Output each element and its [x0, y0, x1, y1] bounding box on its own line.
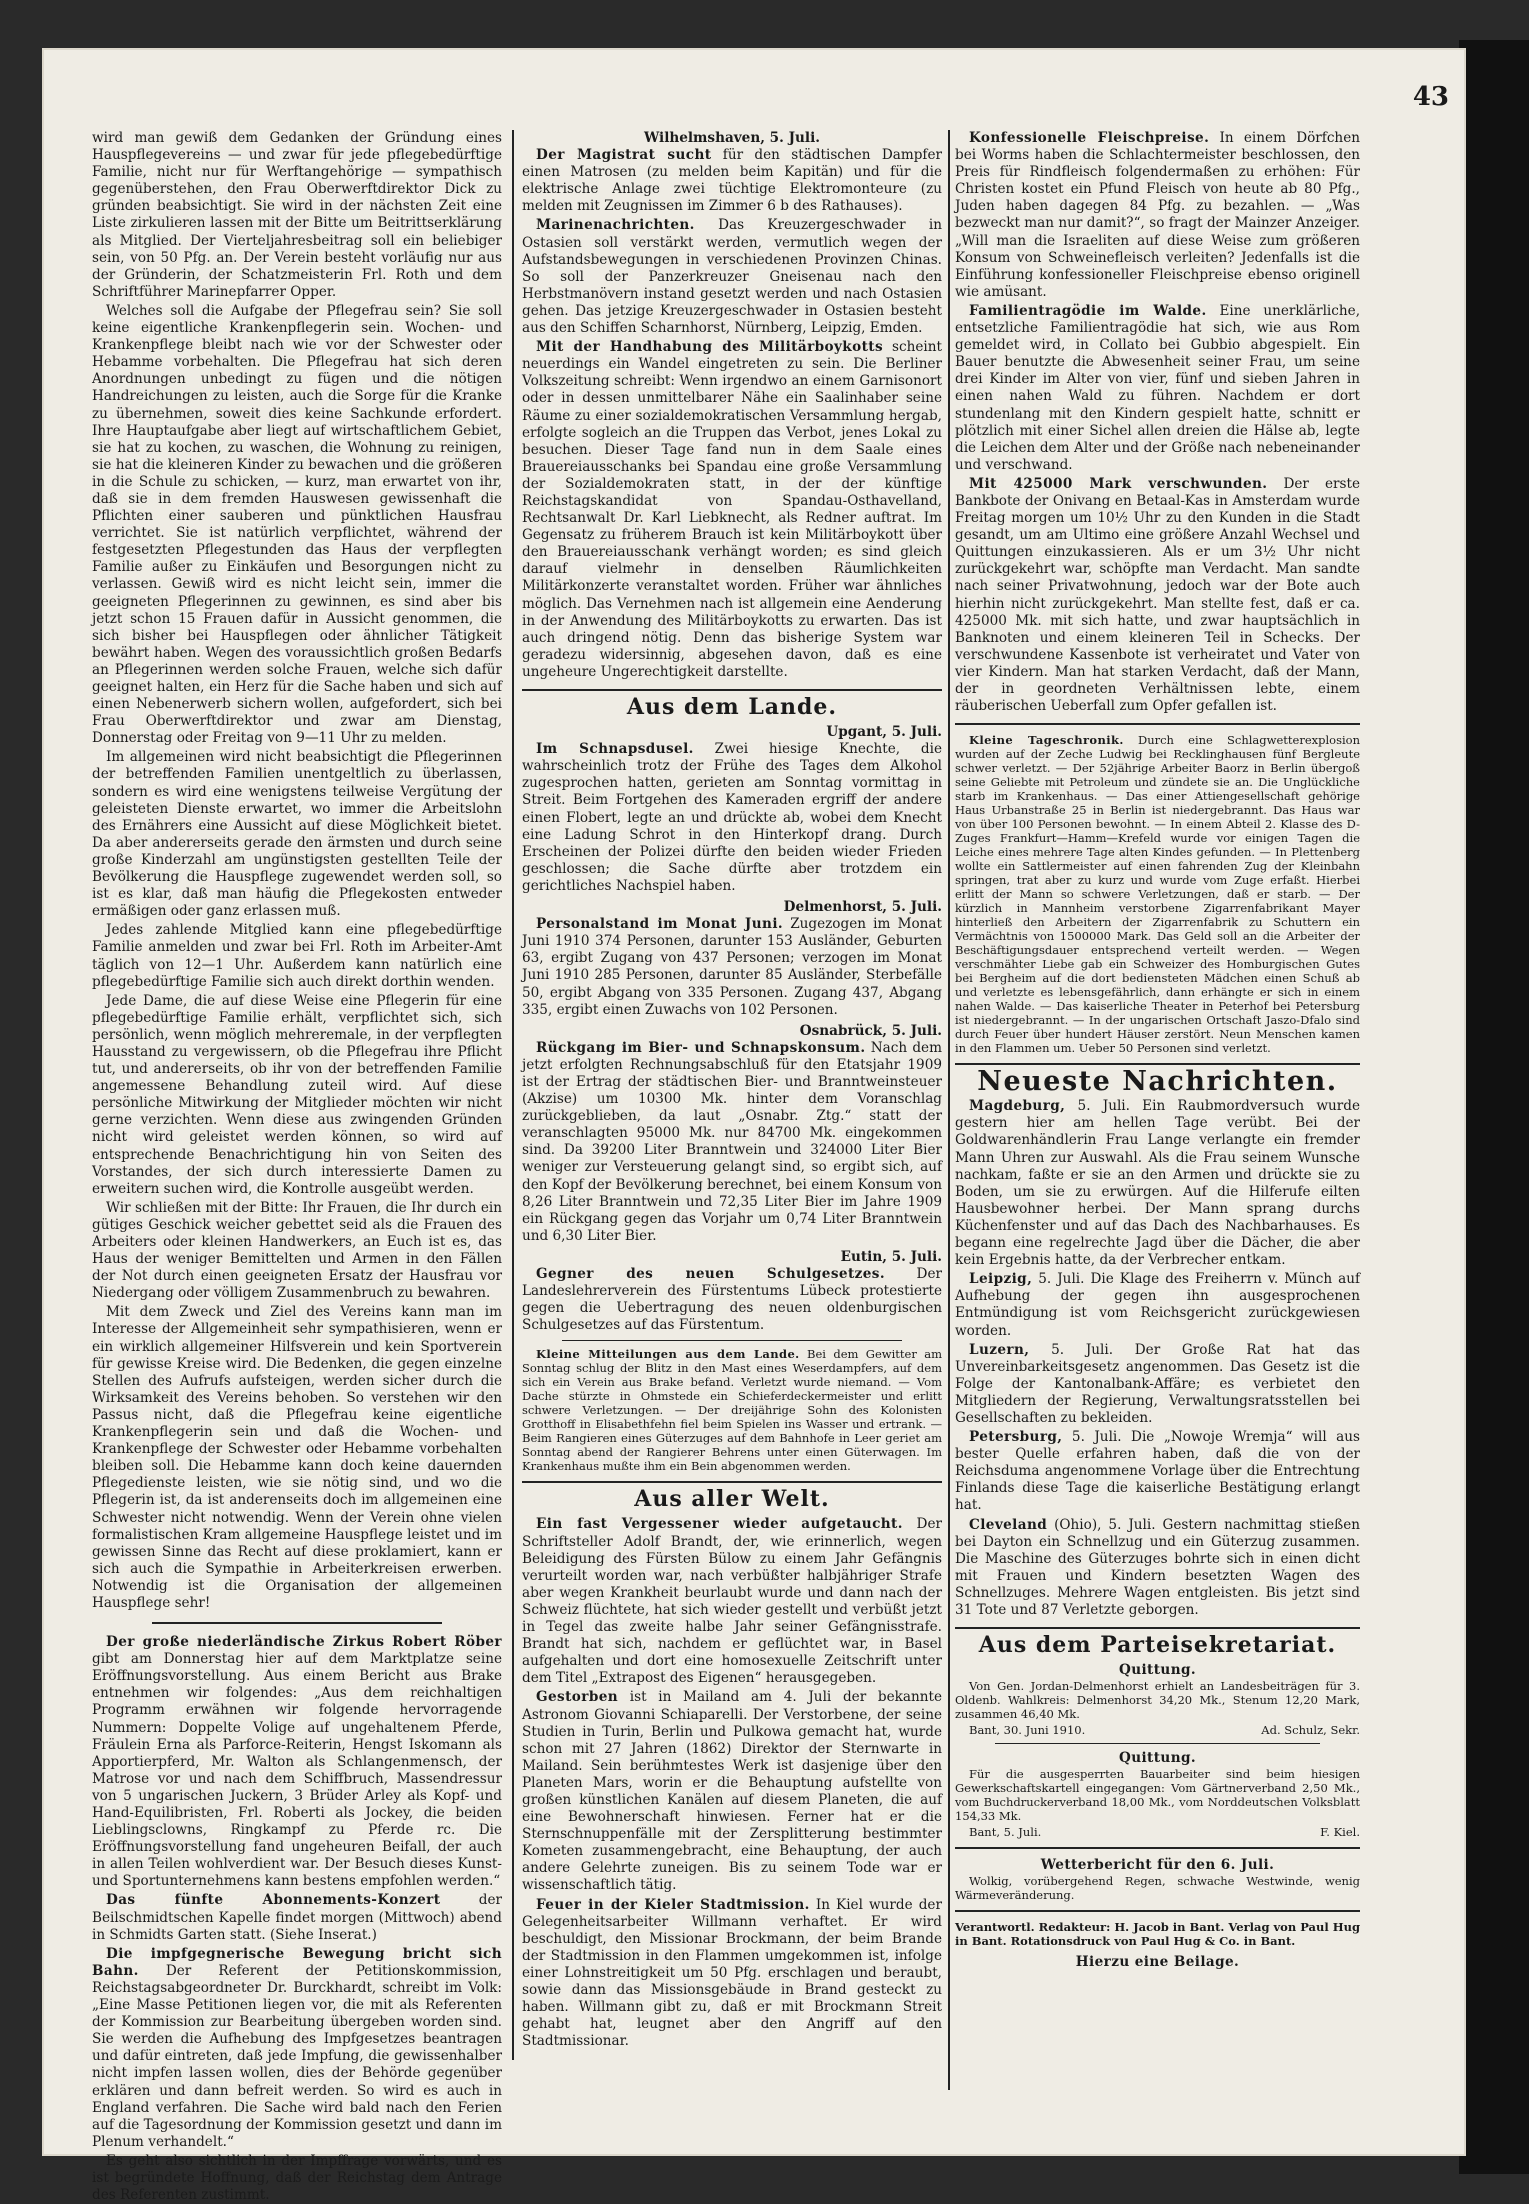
- article-title: Familientragödie im Walde.: [969, 302, 1207, 319]
- article-zirkus: [92, 1634, 502, 1890]
- article-title: Das fünfte Abonnements-Konzert: [106, 1892, 441, 1909]
- article-text: 5. Juli. Die „Nowoje Wremja“ will aus bester Quelle erfahren haben, daß die von der Reichsduma angenommene Vorlage über die Entrechtung Finlands diese Tage die kaiserliche Bestätigung erlangt hat.: [955, 1429, 1361, 1514]
- article-title: Der Magistrat sucht: [536, 147, 712, 164]
- signature: F. Kiel.: [1320, 1825, 1360, 1840]
- section-heading-welt: Aus aller Welt.: [634, 1486, 830, 1513]
- dateline: Delmenhorst, 5. Juli.: [783, 899, 942, 916]
- article-brandt: [522, 1516, 942, 1687]
- article-text: Zwei hiesige Knechte, die wahrscheinlich trotz der Frühe des Tages dem Alkohol zugesprochen hatten, gerieten am Sonntag vormittag in Streit. Beim Fortgehen des Kameraden ergriff der andere einen Flobert, legte an und drückte ab, wobei dem Knecht eine Ladung Schrot in den Hinterkopf drang. Durch Erscheinen der Polizei dürfte den beiden wieder Frieden geschlossen; die Sache dürfte aber trotzdem ein gerichtliches Nachspiel haben.: [522, 741, 943, 894]
- article-schnaps: [522, 741, 942, 895]
- dateline: Magdeburg,: [969, 1098, 1066, 1115]
- article-boykott: [522, 339, 942, 681]
- article-impf: [92, 1946, 502, 2151]
- article-kleine-mitteilungen: [522, 1347, 942, 1473]
- article-personal: [522, 916, 942, 1019]
- article-text: ist in Mailand am 4. Juli der bekannte Astronom Giovanni Schiaparelli. Der Verstorbene, der seine Studien in Turin, Berlin und Pulkowa gemacht hat, wurde schon mit 27 Jahren (1862) Direktor der Sternwarte in Mailand. Sein berühmtestes Werk ist dasjenige über den Planeten Mars, worin er die Behauptung aufstellte von großen künstlichen Kanälen auf diesem Planeten, die auf eine Bewohnerschaft hinwiesen. Ferner hat er die Sternschnuppenfälle mit der Zersplitterung bestimmter Kometen zusammengebracht, eine Behauptung, der auch andere Gelehrte zuneigen. Bis zu seinem Tode war er wissenschaftlich tätig.: [522, 1689, 942, 1894]
- article-text: der Beilschmidtschen Kapelle findet morgen (Mittwoch) abend in Schmidts Garten statt. (Siehe Inserat.): [92, 1892, 502, 1943]
- article-magistrat: [522, 147, 942, 215]
- divider: [995, 1743, 1320, 1744]
- column-rule-2: [948, 130, 950, 2090]
- article-text: Zugezogen im Monat Juni 1910 374 Personen, darunter 153 Ausländer, Geburten 63, ergibt Zugang von 437 Personen; verzogen im Monat Juni 1910 285 Personen, darunter 85 Ausländer, Sterbefälle 50, ergibt Abgang von 335 Personen. Zugang 437, Abgang 335, ergibt einen Zuwachs von 102 Personen.: [522, 916, 942, 1018]
- article-title: Gegner des neuen Schulgesetzes.: [536, 1266, 885, 1282]
- article-title: Die impfgegnerische Bewegung bricht sich Bahn.: [92, 1945, 502, 1979]
- page-number: 43: [1412, 82, 1449, 112]
- article-gestorben: [522, 1689, 942, 1894]
- date: Bant, 5. Juli.: [969, 1825, 1042, 1840]
- divider: [955, 723, 1360, 725]
- article-text: Das Kreuzergeschwader in Ostasien soll verstärkt werden, vermutlich wegen der Aufstandsbewegungen in verschiedenen Provinzen Chinas. So soll der Panzerkreuzer Gneisenau nach den Herbstmanövern instand gesetzt werden und nach Ostasien gehen. Das jetzige Kreuzergeschwader in Ostasien besteht aus den Schiffen Scharnhorst, Nürnberg, Leipzig, Emden.: [522, 217, 942, 337]
- article-text: gibt am Donnerstag hier auf dem Marktplatze seine Eröffnungsvorstellung. Aus einem Bericht aus Brake entnehmen wir folgendes: „Aus dem reichhaltigen Programm erwähnen wir folgende hervorragende Nummern: Doppelte Volige auf ungehaltenem Pferde, Fräulein Erna als Parforce-Reiterin, Hengst Iskomann als Apportierpferd, Mr. Walton als Schlangenmensch, der Matrose vor und nach dem Schiffbruch, Massendressur von 5 ungarischen Juckern, 3 Brüder Arley als Kopf- und Hand-Equilibristen, Frl. Roberti als Jockey, die beiden Lieblingsclowns, Ringkampf zu Pferde rc. Die Eröffnungsvorstellung fand ungeheuren Beifall, der auch in allen Teilen wohlverdient war. Der Besuch dieses Kunst- und Sportunternehmens kann bestens empfohlen werden.“: [92, 1651, 502, 1890]
- column-1: [92, 130, 502, 2204]
- article-text: 5. Juli. Ein Raubmordversuch wurde gestern hier am hellen Tage verübt. Bei der Goldwarenhändlerin Frau Lange verlangte ein fremder Mann Uhren zur Auswahl. Als die Frau seinem Wunsche nachkam, faßte er sie an den Armen und drückte sie zu Boden, um sie zu erwürgen. Auf die Hilferufe eilten Hausbewohner herbei. Der Mann sprang durchs Küchenfenster und auf das Dach des Nachbarhauses. Es begann eine regelrechte Jagd über die Dächer, die aber kein Ergebnis hatte, da der Verbrecher entkam.: [955, 1098, 1361, 1269]
- quittung-text: Von Gen. Jordan-Delmenhorst erhielt an Landesbeiträgen für 3. Oldenb. Wahlkreis: Delmenhorst 34,20 Mk., Stenum 12,20 Mark, zusammen 46,40 Mk.: [955, 1679, 1360, 1722]
- article-title: Personalstand im Monat Juni.: [536, 916, 784, 933]
- dateline: Luzern,: [969, 1341, 1030, 1358]
- article-magdeburg: [955, 1098, 1360, 1269]
- paragraph: Jedes zahlende Mitglied kann eine pflegebedürftige Familie anmelden und zwar bei Frl. Roth im Arbeiter-Amt täglich von 12—1 Uhr. Außerdem kann natürlich eine pflegebedürftige Familie sich auch direkt dorthin wenden.: [92, 922, 502, 990]
- divider: [562, 1340, 902, 1341]
- divider: [955, 1847, 1360, 1849]
- article-luzern: [955, 1342, 1360, 1427]
- wetter-title: Wetterbericht für den 6. Juli.: [1040, 1857, 1275, 1874]
- article-konzert: [92, 1892, 502, 1943]
- article-feuer: [522, 1897, 942, 2051]
- quittung-date: [955, 1825, 1360, 1839]
- article-fleischpreise: [955, 130, 1360, 301]
- quittung-title: Quittung.: [1118, 1750, 1197, 1767]
- article-title: Mit 425000 Mark verschwunden.: [969, 475, 1268, 492]
- article-title: Ein fast Vergessener wieder aufgetaucht.: [536, 1516, 903, 1533]
- dateline: Cleveland: [969, 1516, 1048, 1533]
- article-title: Im Schnapsdusel.: [536, 741, 694, 758]
- wetter-text: Wolkig, vorübergehend Regen, schwache Westwinde, wenig Wärmeveränderung.: [955, 1874, 1360, 1903]
- quittung-title: Quittung.: [1118, 1662, 1197, 1679]
- paragraph: Es geht also sichtlich in der Impffrage vorwärts, und es ist begründete Hoffnung, daß der Reichstag dem Antrage des Referenten zustimmt.: [92, 2152, 502, 2204]
- article-title: Konfessionelle Fleischpreise.: [969, 130, 1210, 146]
- article-text: 5. Juli. Der Große Rat hat das Unvereinbarkeitsgesetz angenommen. Das Gesetz ist die Folge der Kantonalbank-Affäre; es verbietet den Mitgliedern der Regierung, Verwaltungsratsstellen bei Gesellschaften zu bekleiden.: [955, 1341, 1360, 1426]
- article-text: Der Schriftsteller Adolf Brandt, der, wie erinnerlich, wegen Beleidigung des Fürsten Bülow zu einem Jahr Gefängnis verurteilt worden war, nach verbüßter halbjähriger Strafe aber wegen Krankheit beurlaubt wurde und dann nach der Schweiz flüchtete, hat sich wieder gestellt und verbüßt jetzt in Tegel das zweite halbe Jahr seiner Gefängnisstrafe. Brandt hat sich, nachdem er geflüchtet war, in Basel aufgehalten und dort eine homosexuelle Zeitschrift unter dem Titel „Extrapost des Eigenen“ herausgegeben.: [522, 1516, 942, 1687]
- paragraph: Welches soll die Aufgabe der Pflegefrau sein? Sie soll keine eigentliche Krankenpflegerin sein. Wochen- und Krankenpflege bleibt nach wie vor der Schwester oder Hebamme vorbehalten. Die Pflegefrau hat sich deren Anordnungen unbedingt zu fügen und die nötigen Handreichungen zu leisten, auch die Sorge für die Kranke zu übernehmen, soweit dies keine Sachkunde erfordert. Ihre Hauptaufgabe aber liegt auf wirtschaftlichem Gebiet, sie hat zu kochen, zu waschen, die Wohnung zu reinigen, sie hat die kleineren Kinder zu bewachen und die größeren in die Schule zu schicken, — kurz, man erwartet von ihr, daß sie in dem fremden Hauswesen gewissenhaft die Pflichten einer sauberen und pünktlichen Hausfrau verrichtet. Sie ist natürlich verpflichtet, während der festgesetzten Pflegestunden das Haus der verpflegten Familie außer zu Einkäufen und Besorgungen nicht zu verlassen. Gewiß wird es nicht leicht sein, immer die geeigneten Pflegerinnen zu gewinnen, es sind aber bis jetzt schon 15 Frauen dafür in Aussicht genommen, die sich bisher bei Hauspflegen oder ähnlicher Tätigkeit bewährt haben. Wegen des voraussichtlich großen Bedarfs an Pflegerinnen werden solche Frauen, welche sich dafür geeignet halten, ein Herz für die Sache haben und sich auf einen Nebenerwerb sichern wollen, aufgefordert, sich bei Frau Oberwerftdirektor und zwar am Dienstag, Donnerstag oder Freitag von 9—11 Uhr zu melden.: [92, 302, 502, 747]
- article-title: Mit der Handhabung des Militärboykotts: [536, 339, 883, 356]
- article-title: Der große niederländische Zirkus Robert Röber: [106, 1634, 502, 1651]
- article-title: Feuer in der Kieler Stadtmission.: [536, 1896, 810, 1913]
- section-heading-neueste: Neueste Nachrichten.: [977, 1066, 1338, 1098]
- article-familientragoedie: [955, 303, 1360, 474]
- section-heading-lande: Aus dem Lande.: [626, 694, 838, 720]
- dateline: Osnabrück, 5. Juli.: [799, 1022, 942, 1039]
- article-title: Kleine Tageschronik.: [969, 733, 1124, 748]
- dateline: Eutin, 5. Juli.: [840, 1248, 942, 1265]
- article-verschwunden: [955, 476, 1360, 715]
- divider: [955, 1627, 1360, 1629]
- article-petersburg: [955, 1429, 1360, 1514]
- beilage-note: Hierzu eine Beilage.: [1075, 1954, 1240, 1971]
- paragraph: wird man gewiß dem Gedanken der Gründung eines Hauspflegevereins — und zwar für jede pflegebedürftige Familie, nicht nur für Werftangehörige — sympathisch gegenüberstehen, den Frau Oberwerftdirektor Dick zu gründen beabsichtigt. Sie wird in der nächsten Zeit eine Liste zirkulieren lassen mit der Bitte um Beitrittserklärung als Mitglied. Der Vierteljahresbeitrag soll ein beliebiger sein, von 50 Pfg. an. Der Verein besteht vorläufig nur aus der Gründerin, der Schatzmeisterin Frl. Roth und dem Schriftführer Marinepfarrer Opper.: [92, 130, 502, 300]
- article-text: Nach dem jetzt erfolgten Rechnungsabschluß für den Etatsjahr 1909 ist der Ertrag der städtischen Bier- und Branntweinsteuer (Akzise) um 10300 Mk. hinter dem Voranschlag zurückgeblieben, da laut „Osnabr. Ztg.“ statt der veranschlagten 95000 Mk. nur 84700 Mk. eingekommen sind. Da 39200 Liter Branntwein und 324000 Liter Bier weniger zur Versteuerung gelangt sind, so ergibt sich, auf den Kopf der Bevölkerung berechnet, bei einem Konsum von 8,26 Liter Branntwein und 72,35 Liter Bier im Jahre 1909 ein Rückgang gegen das Vorjahr um 0,74 Liter Branntwein und 6,30 Liter Bier.: [522, 1039, 942, 1244]
- paragraph: Mit dem Zweck und Ziel des Vereins kann man im Interesse der Allgemeinheit sehr sympathisieren, wenn er ein wirklich allgemeiner Hilfsverein und kein Sportverein für gewisse Kreise wird. Die Bedenken, die gegen einzelne Stellen des Aufrufs aufsteigen, werden sicher durch die Wirksamkeit des Vereins behoben. So verstehen wir den Passus nicht, daß die Pflegefrau keine eigentliche Krankenpflegerin sein und daß die Wochen- und Krankenpflege der Schwester oder Hebamme vorbehalten bleiben soll. Die Hebamme kann doch keine dauernden Pflegedienste leisten, wie sie nötig sind, und wo die Pflegerin ist, da ist anderenseits doch im allgemeinen eine Schwester nicht notwendig. Wenn der Verein ohne vielen formalistischen Kram allgemeine Hauspflege leistet und im gewissen Sinne das Recht auf diese proklamiert, kann er sich auch die Sympathie in Arbeiterkreisen erwerben. Notwendig ist die Organisation der allgemeinen Hauspflege sehr!: [92, 1304, 502, 1611]
- column-rule-1: [512, 130, 514, 2060]
- divider: [522, 689, 942, 691]
- divider: [955, 1910, 1360, 1912]
- article-title: Rückgang im Bier- und Schnapskonsum.: [536, 1039, 866, 1056]
- article-text: Eine unerklärliche, entsetzliche Familientragödie hat sich, wie aus Rom gemeldet wird, in Collato bei Gubbio abgespielt. Ein Bauer benutzte die Abwesenheit seiner Frau, um seine drei Kinder im Alter von vier, fünf und sieben Jahren in einen nahen Wald zu führen. Nachdem er dort stundenlang mit den Kindern gespielt hatte, schnitt er plötzlich mit einer Sichel allen dreien die Hälse ab, legte die Leichen dem Alter und der Größe nach nebeneinander und verschwand.: [955, 302, 1361, 473]
- article-text: scheint neuerdings ein Wandel eingetreten zu sein. Die Berliner Volkszeitung schreibt: Wenn irgendwo an einem Garnisonort oder in dessen unmittelbarer Nähe ein Saalinhaber seine Räume zu einer sozialdemokratischen Versammlung hergab, erfolgte sogleich an die Truppen das Verbot, jenes Lokal zu besuchen. Dieser Tage fand nun in dem Saale eines Brauereiausschanks bei Spandau eine große Versammlung der Sozialdemokraten statt, in der der künftige Reichstagskandidat von Spandau-Osthavelland, Rechtsanwalt Dr. Karl Liebknecht, als Redner auftrat. Im Gegensatz zu früherem Brauch ist kein Militärboykott über den Brauereiausschank verhängt worden; es sind gleich darauf vielmehr in denselben Räumlichkeiten Militärkonzerte veranstaltet worden. Früher war ähnliches möglich. Das Vernehmen nach ist allgemein eine Aenderung in der Anwendung des Militärboykotts zu erwarten. Das ist auch dringend nötig. Denn das bisherige System war geradezu widersinnig, abgesehen davon, daß es eine ungeheure Ungerechtigkeit darstellte.: [522, 339, 942, 680]
- quittung-text: Für die ausgesperrten Bauarbeiter sind beim hiesigen Gewerkschaftskartell eingegangen: Vom Gärtnerverband 2,50 Mk., vom Buchdruckerverband 18,00 Mk., vom Norddeutschen Volksblatt 154,33 Mk.: [955, 1767, 1360, 1824]
- article-title: Gestorben: [536, 1689, 619, 1706]
- signature: Ad. Schulz, Sekr.: [1261, 1723, 1360, 1738]
- article-text: In einem Dörfchen bei Worms haben die Schlachtermeister beschlossen, den Preis für Rindfleisch folgendermaßen zu erhöhen: Für Christen kostet ein Pfund Fleisch von heute ab 80 Pfg., Juden haben dagegen 84 Pfg. zu bezahlen. — „Was bezweckt man nur damit?“, so fragt der Mainzer Anzeiger. „Will man die Israeliten auf diese Weise zum größeren Konsum von Schweinefleisch verleiten? Jedenfalls ist die Einführung konfessioneller Fleischpreise ebenso originell wie amüsant.: [955, 130, 1360, 300]
- column-3: [955, 130, 1361, 1971]
- column-2: [522, 130, 942, 2110]
- dateline: Leipzig,: [969, 1271, 1033, 1288]
- article-text: (Ohio), 5. Juli. Gestern nachmittag stießen bei Dayton ein Schnellzug und ein Güterzug zusammen. Die Maschine des Güterzuges bohrte sich in einen dicht mit Frauen und Kindern besetzten Wagen des Schnellzuges. Mehrere Wagen entgleisten. Bis jetzt sind 31 Tote und 87 Verletzte geborgen.: [955, 1516, 1360, 1618]
- article-text: für den städtischen Dampfer einen Matrosen (zu melden beim Kapitän) und für die elektrische Anlage zwei tüchtige Elektromonteure (zu melden mit Zeugnissen im Zimmer 6 b des Rathauses).: [522, 147, 942, 215]
- article-title: Marinenachrichten.: [536, 217, 695, 234]
- divider: [522, 1481, 942, 1483]
- section-heading-partei: Aus dem Parteisekretariat.: [978, 1632, 1337, 1659]
- quittung-date: [955, 1723, 1360, 1737]
- article-rueckgang: [522, 1040, 942, 1245]
- article-text: Der Referent der Petitionskommission, Reichstagsabgeordneter Dr. Burckhardt, schreibt im Volk: „Eine Masse Petitionen liegen vor, die mit als Referenten der Kommission zur Bearbeitung übergeben worden sind. Sie werden die Aufhebung des Impfgesetzes beantragen und dafür eintreten, daß jede Impfung, die gewissenhalber nicht impfen lassen wollen, dies der Behörde gegenüber erklären und dann befreit werden. So wird es auch in England verfahren. Die Sache wird bald nach den Ferien auf die Tagesordnung der Kommission gesetzt und dann im Plenum verhandelt.“: [92, 1962, 502, 2150]
- article-text: In Kiel wurde der Gelegenheitsarbeiter Willmann verhaftet. Er wird beschuldigt, den Missionar Brockmann, der beim Brande der Stadtmission in den Flammen umgekommen ist, infolge einer Lohnstreitigkeit um 50 Pfg. erschlagen und beraubt, sowie dann das Missionsgebäude in Brand gesteckt zu haben. Willmann gibt zu, daß er mit Brockmann Streit gehabt hat, leugnet aber den Angriff auf den Stadtmissionar.: [522, 1896, 942, 2050]
- article-schulgesetz: [522, 1266, 942, 1334]
- dateline: Upgant, 5. Juli.: [826, 724, 942, 741]
- divider: [955, 1063, 1360, 1065]
- paragraph: Wir schließen mit der Bitte: Ihr Frauen, die Ihr durch ein gütiges Geschick weicher gebettet seid als die Frauen des Arbeiters oder kleinen Handwerkers, an Euch ist es, das Haus der weniger Bemittelten und Armen in den Fällen der Not durch einen geeigneten Ersatz der Hausfrau vor Niedergang oder völligem Zusammenbruch zu bewahren.: [92, 1199, 502, 1302]
- paragraph: Im allgemeinen wird nicht beabsichtigt die Pflegerinnen der betreffenden Familien unentgeltlich zu überlassen, sondern es wird eine wenigstens teilweise Vergütung der geleisteten Dienste erwartet, wo immer die Arbeitslohn des Ernährers eine Aussicht auf diese Möglichkeit bietet. Da aber andererseits gerade den ärmsten und durch seine große Kinderzahl am ungünstigsten gestellten Teile der Bevölkerung die Hauspflege zugewendet werden soll, so ist es klar, daß man häufig die Pflegekosten entweder ermäßigen oder ganz erlassen muß.: [92, 749, 502, 920]
- article-cleveland: [955, 1517, 1360, 1620]
- divider: [152, 1622, 442, 1624]
- article-text: Der Landeslehrerverein des Fürstentums Lübeck protestierte gegen die Uebertragung des neuen oldenburgischen Schulgesetzes auf das Fürstentum.: [522, 1266, 942, 1334]
- book-spine: [1459, 40, 1529, 2174]
- article-marine: [522, 217, 942, 337]
- date: Bant, 30. Juni 1910.: [969, 1723, 1086, 1738]
- article-leipzig: [955, 1271, 1360, 1339]
- article-text: Durch eine Schlagwetterexplosion wurden auf der Zeche Ludwig bei Recklinghausen fünf Bergleute schwer verletzt. — Der 52jährige Arbeiter Baorz in Berlin übergoß seine Geliebte mit Petroleum und zündete sie an. Die Unglückliche starb im Krankenhaus. — Das einer Attiengesellschaft gehörige Haus Urbanstraße 25 in Berlin ist niedergebrannt. Das Haus war von über 100 Personen bewohnt. — In einem Abteil 2. Klasse des D-Zuges Frankfurt—Hamm—Krefeld wurde vor einigen Tagen die Leiche eines mehrere Tage alten Kindes gefunden. — In Plettenberg wollte ein Sattlermeister auf einen fahrenden Zug der Kleinbahn springen, trat aber zu kurz und wurde vom Zuge erfaßt. Hierbei erlitt der Mann so schwere Verletzungen, daß er starb. — Der kürzlich in Mannheim verstorbene Zigarrenfabrikant Mayer hinterließ den Arbeitern der Zigarrenfabrik zu Schuttern ein Vermächtnis von 1500000 Mark. Das Geld soll an die Arbeiter der Beschäftigungsdauer entsprechend verteilt werden. — Wegen verschmähter Liebe gab ein Schweizer des Homburgischen Gutes bei Bergheim auf die dort bediensteten Mädchen einen Schuß ab und verletzte es lebensgefährlich, dann erhängte er sich in einem nahen Walde. — Das kaiserliche Theater in Peterhof bei Petersburg ist niedergebrannt. — In der ungarischen Ortschaft Jaszo-Dfalo sind durch Feuer über hundert Häuser zerstört. Neun Menschen kamen in den Flammen um. Ueber 50 Personen sind verletzt.: [955, 733, 1360, 1056]
- article-tageschronik: [955, 733, 1360, 1055]
- dateline: Petersburg,: [969, 1429, 1063, 1446]
- article-text: Bei dem Gewitter am Sonntag schlug der Blitz in den Mast eines Weserdampfers, auf dem sich ein Verein aus Brake befand. Verletzt wurde niemand. — Vom Dache stürzte in Ohmstede ein Schieferdeckermeister und erlitt schwere Verletzungen. — Der dreijährige Sohn des Kolonisten Grotthoff in Elisabethfehn fiel beim Spielen ins Wasser und ertrank. — Beim Rangieren eines Güterzuges auf dem Bahnhofe in Leer geriet am Sonntag abend der Rangierer Behrens unter einen Güterwagen. Im Krankenhaus mußte ihm ein Bein abgenommen werden.: [522, 1347, 943, 1474]
- dateline: Wilhelmshaven, 5. Juli.: [644, 130, 820, 146]
- article-title: Kleine Mitteilungen aus dem Lande.: [536, 1347, 800, 1362]
- impressum: Verantwortl. Redakteur: H. Jacob in Bant. Verlag von Paul Hug in Bant. Rotationsdruck von Paul Hug & Co. in Bant.: [955, 1920, 1360, 1949]
- article-text: 5. Juli. Die Klage des Freiherrn v. Münch auf Aufhebung der gegen ihn ausgesprochenen Entmündigung ist vom Reichsgericht zurückgewiesen worden.: [955, 1271, 1360, 1339]
- paragraph: Jede Dame, die auf diese Weise eine Pflegerin für eine pflegebedürftige Familie erhält, verpflichtet sich, sich persönlich, wenn möglich mehreremale, in der verpflegten Hausstand zu vergewissern, ob die Pflegefrau ihre Pflicht tut, und andererseits, ob ihr von der betreffenden Familie angemessene Behandlung zuteil wird. Auf diese persönliche Mitwirkung der Mitglieder möchten wir nicht gerne verzichten. Wenn diese aus zwingenden Gründen nicht wird geleistet werden können, so wird auf entsprechende Benachrichtigung hin von Seiten des Vorstandes, der sich durch interessierte Damen zu erweitern suchen wird, die Kontrolle ausgeübt werden.: [92, 992, 502, 1197]
- article-text: Der erste Bankbote der Onivang en Betaal-Kas in Amsterdam wurde Freitag morgen um 10½ Uhr zu den Kunden in die Stadt gesandt, um am Ultimo eine größere Anzahl Wechsel und Quittungen einzukassieren. Als er um 3½ Uhr nicht zurückgekehrt war, schöpfte man Verdacht. Man sandte nach seiner Privatwohnung, jedoch war der Bote auch hierhin nicht zurückgekehrt. Man stellte fest, daß er ca. 425000 Mk. mit sich hatte, und zwar hauptsächlich in Banknoten und einem kleineren Teil in Schecks. Der verschwundene Kassenbote ist verheiratet und Vater von vier Kindern. Man hat starken Verdacht, daß der Mann, der in geordneten Verhältnissen lebte, einem räuberischen Ueberfall zum Opfer gefallen ist.: [955, 475, 1360, 715]
